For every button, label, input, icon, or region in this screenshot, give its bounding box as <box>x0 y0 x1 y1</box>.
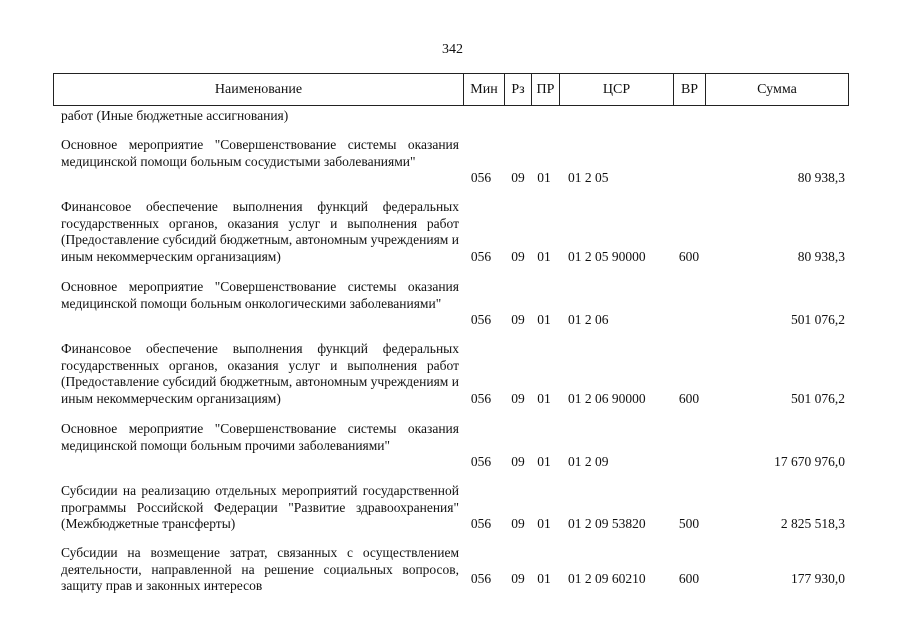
row-rz: 09 <box>511 516 525 531</box>
row-min: 056 <box>470 454 492 469</box>
row-sum: 501 076,2 <box>791 312 845 327</box>
row-name: Субсидии на возмещение затрат, связанных с осуществлением деятельности, направленной на решение социальных вопросов, защиту прав и законных интересов <box>61 545 459 593</box>
header-sum: Сумма <box>705 74 848 105</box>
row-min: 056 <box>470 516 492 531</box>
table-header <box>53 73 849 106</box>
row-rz: 09 <box>511 170 525 185</box>
row-csr: 01 2 06 <box>568 312 609 327</box>
row-name: Основное мероприятие "Совершенствование системы оказания медицинской помощи больным сосудистыми заболеваниями" <box>61 137 459 169</box>
row-vr: 600 <box>678 249 700 264</box>
row-sum: 2 825 518,3 <box>780 516 845 531</box>
row-sum: 80 938,3 <box>797 170 845 185</box>
row-name: Основное мероприятие "Совершенствование системы оказания медицинской помощи больным онкологическими заболеваниями" <box>61 279 459 311</box>
row-rz: 09 <box>511 312 525 327</box>
row-pr: 01 <box>537 391 551 406</box>
row-name: Основное мероприятие "Совершенствование системы оказания медицинской помощи больным прочими заболеваниями" <box>61 421 459 453</box>
row-min: 056 <box>470 170 492 185</box>
row-csr: 01 2 09 53820 <box>568 516 646 531</box>
row-rz: 09 <box>511 249 525 264</box>
row-pr: 01 <box>537 312 551 327</box>
row-min: 056 <box>470 312 492 327</box>
row-name: Финансовое обеспечение выполнения функций федеральных государственных органов, оказания услуг и выполнения работ (Предоставление субсидий бюджетным, автономным учреждениям и иным некоммерческим организациям) <box>61 341 459 406</box>
row-pr: 01 <box>537 516 551 531</box>
row-pr: 01 <box>537 170 551 185</box>
row-csr: 01 2 06 90000 <box>568 391 646 406</box>
row-sum: 80 938,3 <box>797 249 845 264</box>
row-csr: 01 2 05 <box>568 170 609 185</box>
row-sum: 177 930,0 <box>791 571 845 586</box>
header-min: Мин <box>463 74 504 105</box>
row-vr: 500 <box>678 516 700 531</box>
row-sum: 17 670 976,0 <box>774 454 845 469</box>
row-vr: 600 <box>678 571 700 586</box>
row-min: 056 <box>470 391 492 406</box>
row-sum: 501 076,2 <box>791 391 845 406</box>
row-min: 056 <box>470 571 492 586</box>
page-number: 342 <box>442 42 463 57</box>
header-pr: ПР <box>531 74 559 105</box>
row-csr: 01 2 05 90000 <box>568 249 646 264</box>
row-csr: 01 2 09 60210 <box>568 571 646 586</box>
header-vr: ВР <box>673 74 705 105</box>
row-pr: 01 <box>537 249 551 264</box>
row-name: Финансовое обеспечение выполнения функций федеральных государственных органов, оказания услуг и выполнения работ (Предоставление субсидий бюджетным, автономным учреждениям и иным некоммерческим организациям) <box>61 199 459 264</box>
continuation-text: работ (Иные бюджетные ассигнования) <box>61 108 289 123</box>
row-name: Субсидии на реализацию отдельных мероприятий государственной программы Российской Федерации "Развитие здравоохранения" (Межбюджетные трансферты) <box>61 483 459 531</box>
row-rz: 09 <box>511 391 525 406</box>
row-vr: 600 <box>678 391 700 406</box>
row-csr: 01 2 09 <box>568 454 609 469</box>
header-name: Наименование <box>214 82 303 97</box>
header-csr: ЦСР <box>559 74 673 105</box>
row-rz: 09 <box>511 571 525 586</box>
row-min: 056 <box>470 249 492 264</box>
row-pr: 01 <box>537 571 551 586</box>
row-pr: 01 <box>537 454 551 469</box>
row-rz: 09 <box>511 454 525 469</box>
header-rz: Рз <box>504 74 531 105</box>
